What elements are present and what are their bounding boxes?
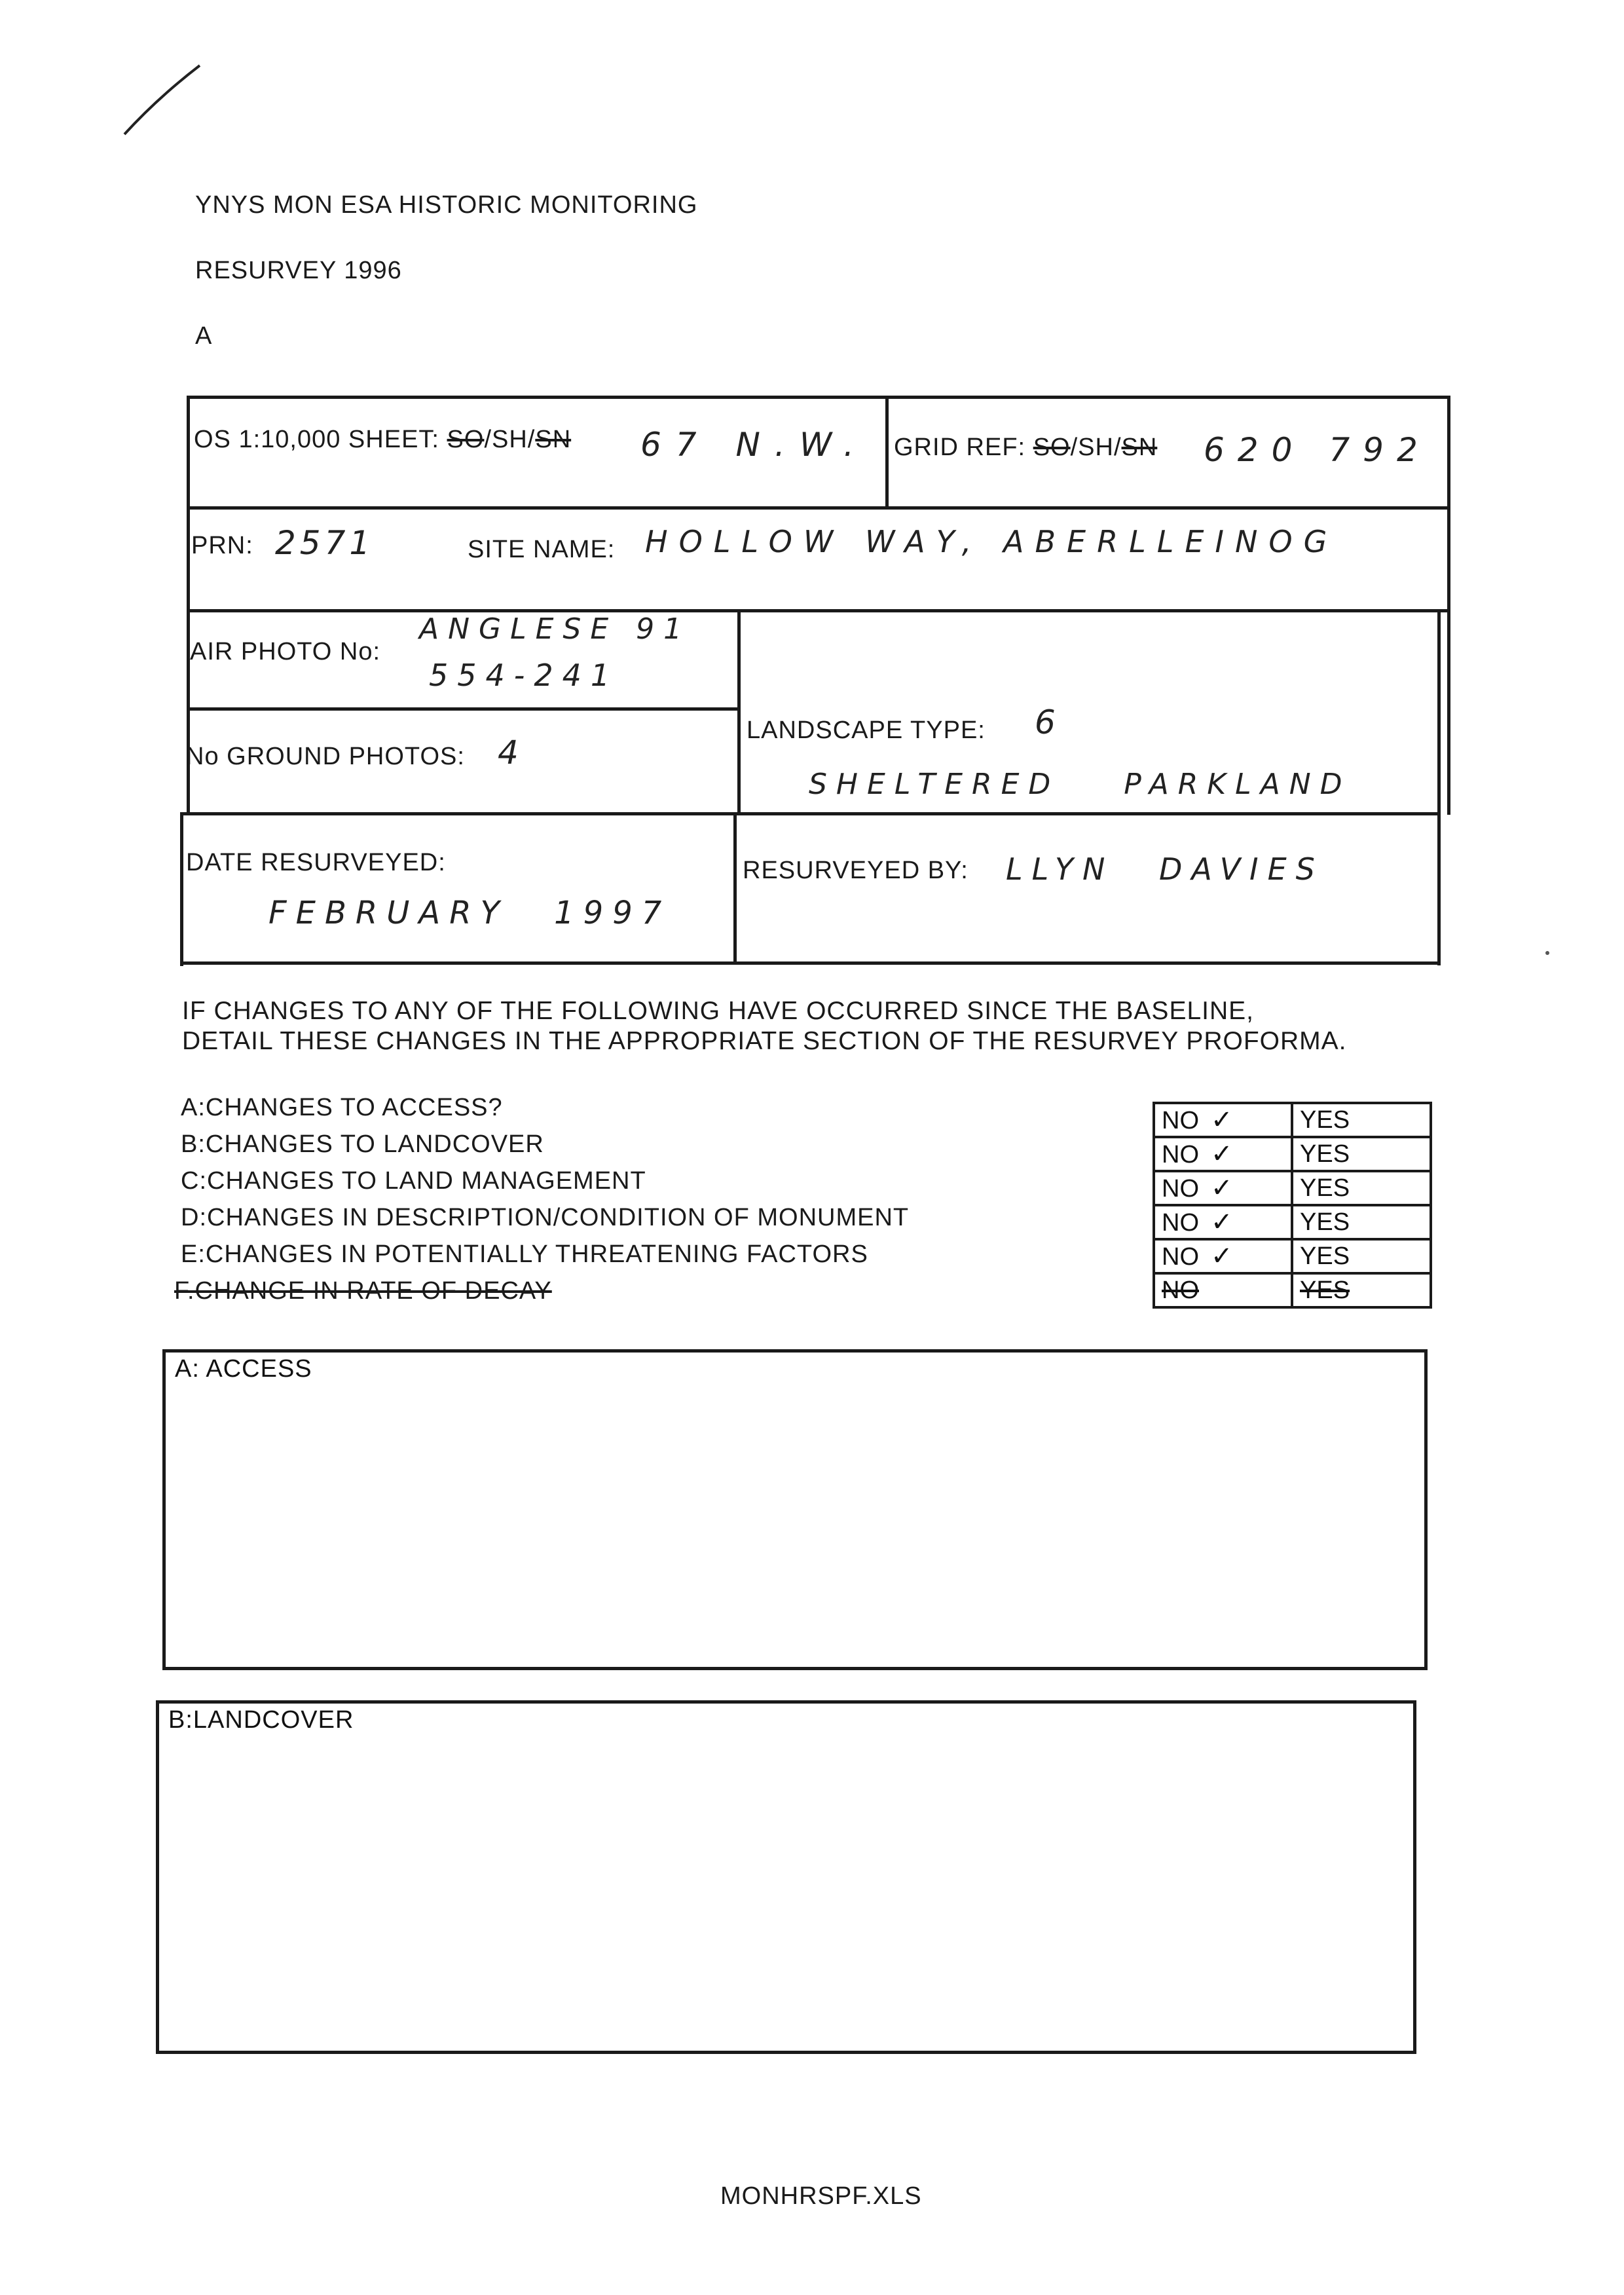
no-cell-b[interactable]: NO ✓	[1153, 1136, 1293, 1172]
os-sheet-strike-sn: SN	[535, 426, 572, 453]
landscape-type-label: LANDSCAPE TYPE:	[747, 717, 986, 744]
stray-dot	[1545, 951, 1549, 955]
resurveyed-by-value: LLYN DAVIES	[1006, 851, 1324, 887]
os-sheet-value: 67 N.W.	[640, 426, 869, 464]
air-photo-value-1: ANGLESE 91	[419, 612, 692, 646]
table-border-rightlower	[1437, 612, 1441, 965]
access-section-label: A: ACCESS	[175, 1355, 312, 1383]
col-divider-top	[885, 396, 889, 508]
grid-ref-strike-so: SO	[1033, 434, 1071, 461]
change-label-a: A:CHANGES TO ACCESS?	[181, 1094, 503, 1121]
row-divider-3	[187, 707, 740, 711]
no-cell-a[interactable]: NO ✓	[1153, 1102, 1293, 1138]
tick-icon: ✓	[1211, 1241, 1233, 1271]
ground-photos-label: No GROUND PHOTOS:	[186, 743, 465, 770]
footer-filename: MONHRSPF.XLS	[720, 2182, 922, 2210]
no-cell-e[interactable]: NO ✓	[1153, 1238, 1293, 1275]
row-divider-1	[187, 506, 1450, 510]
no-cell-c[interactable]: NO ✓	[1153, 1170, 1293, 1206]
yes-cell-c[interactable]: YES	[1291, 1170, 1432, 1206]
form-title: YNYS MON ESA HISTORIC MONITORING	[195, 191, 698, 219]
os-sheet-strike-so: SO	[447, 426, 485, 453]
tick-icon: ✓	[1211, 1173, 1233, 1203]
change-label-e: E:CHANGES IN POTENTIALLY THREATENING FACTORS	[181, 1241, 868, 1268]
landscape-type-value: 6	[1035, 703, 1066, 741]
air-photo-label: AIR PHOTO No:	[190, 638, 381, 665]
os-sheet-label: OS 1:10,000 SHEET: SO/SH/SN	[194, 426, 572, 453]
yes-cell-a[interactable]: YES	[1291, 1102, 1432, 1138]
table-border-bottom	[182, 961, 1441, 965]
instructions-line-1: IF CHANGES TO ANY OF THE FOLLOWING HAVE OCCURRED SINCE THE BASELINE,	[182, 997, 1254, 1025]
yes-cell-b[interactable]: YES	[1291, 1136, 1432, 1172]
site-name-value: HOLLOW WAY, ABERLLEINOG	[645, 524, 1338, 559]
tick-icon: ✓	[1211, 1105, 1233, 1135]
grid-ref-strike-sn: SN	[1121, 434, 1158, 461]
table-border-right	[1447, 396, 1450, 815]
access-section[interactable]	[162, 1349, 1428, 1670]
tick-icon: ✓	[1211, 1139, 1233, 1169]
pen-mark-icon	[118, 59, 216, 144]
prn-label: PRN:	[191, 532, 253, 559]
grid-ref-value: 620 792	[1204, 431, 1431, 469]
table-border-leftlower	[180, 812, 183, 966]
col-divider-mid	[737, 609, 741, 812]
yes-cell-f[interactable]: YES	[1291, 1272, 1432, 1309]
air-photo-value-2: 554-241	[429, 658, 619, 693]
table-border-top	[187, 396, 1450, 399]
yes-cell-e[interactable]: YES	[1291, 1238, 1432, 1275]
col-divider-bottom	[733, 812, 737, 963]
tick-icon: ✓	[1211, 1207, 1233, 1237]
change-label-f: F.CHANGE IN RATE OF DECAY	[174, 1277, 552, 1305]
row-divider-2	[187, 609, 1450, 612]
site-name-label: SITE NAME:	[468, 536, 616, 563]
landcover-section[interactable]	[156, 1700, 1416, 2054]
prn-value: 2571	[275, 524, 375, 562]
no-cell-f[interactable]: NO	[1153, 1272, 1293, 1309]
form-code: A	[195, 322, 213, 350]
change-label-b: B:CHANGES TO LANDCOVER	[181, 1130, 544, 1158]
change-label-c: C:CHANGES TO LAND MANAGEMENT	[181, 1167, 646, 1195]
change-label-d: D:CHANGES IN DESCRIPTION/CONDITION OF MONUMENT	[181, 1204, 910, 1231]
date-resurveyed-label: DATE RESURVEYED:	[186, 849, 446, 876]
landcover-section-label: B:LANDCOVER	[168, 1706, 354, 1734]
yes-cell-d[interactable]: YES	[1291, 1204, 1432, 1241]
resurveyed-by-label: RESURVEYED BY:	[743, 857, 969, 884]
ground-photos-value: 4	[498, 734, 529, 772]
grid-ref-label: GRID REF: SO/SH/SN	[894, 434, 1158, 461]
row-divider-4	[182, 812, 1441, 815]
instructions-line-2: DETAIL THESE CHANGES IN THE APPROPRIATE SECTION OF THE RESURVEY PROFORMA.	[182, 1027, 1347, 1055]
date-resurveyed-value: FEBRUARY 1997	[268, 895, 671, 931]
no-cell-d[interactable]: NO ✓	[1153, 1204, 1293, 1241]
landscape-desc-value: SHELTERED PARKLAND	[809, 768, 1352, 801]
form-subtitle: RESURVEY 1996	[195, 257, 402, 284]
